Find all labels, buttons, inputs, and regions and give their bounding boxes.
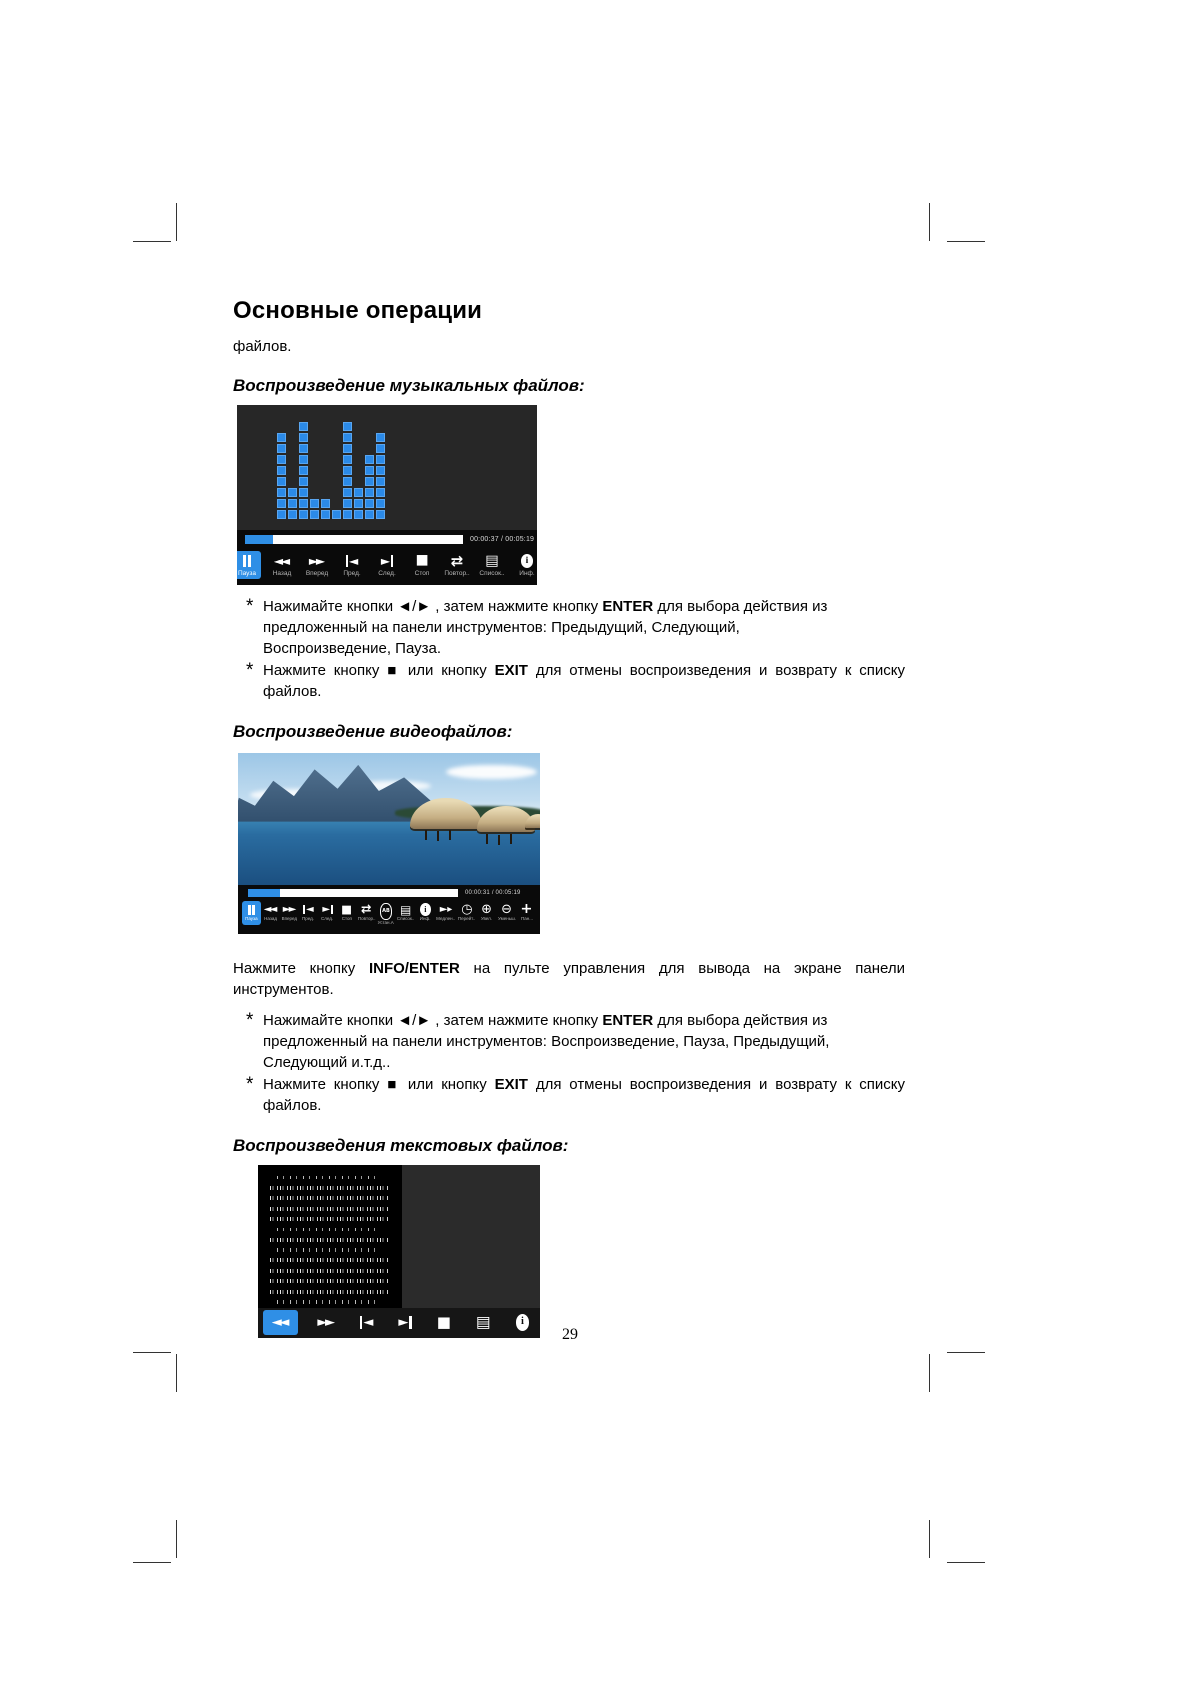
player-button-rewind[interactable] [261,901,280,925]
player-button-label: Вперед [305,570,329,577]
text-line [270,1196,390,1200]
text-view-area [258,1165,540,1308]
player-button-label: Список.. [479,570,505,577]
player-button-label: След. [321,917,334,922]
video-paragraph: Нажмите кнопку INFO/ENTER на пульте управления для вывода на экране панели инструментов. [233,960,905,998]
list-icon [476,1314,491,1331]
hut-stilt [449,830,451,840]
stop-icon [341,903,352,916]
next-icon [381,554,393,568]
player-button-label: Повтор.. [357,917,376,922]
pause-icon [247,903,256,916]
rewind-icon [264,903,278,916]
equalizer-column [321,499,330,519]
text-line [270,1238,390,1242]
player-button-next[interactable] [373,551,401,579]
crop-mark [947,1352,985,1353]
text-line [277,1176,381,1180]
bullet-star: * [246,1010,254,1031]
info-icon [420,903,431,916]
player-button-forward[interactable] [311,1310,341,1335]
player-button-pause[interactable] [237,551,261,579]
video-toolbar [238,899,540,934]
player-button-stop[interactable] [337,901,356,925]
player-button-label: Повтор.. [444,570,470,577]
player-button-pause[interactable] [242,901,261,925]
repeat-icon [451,554,464,568]
bullet-text: Нажимайте кнопки ◄/► , затем нажмите кнопку ENTER для выбора действия из предложенный на панели инструментов: Воспроизведение, Пауза, Предыдущий, Следующий и.т.д.. [263,1012,830,1071]
next-icon [398,1314,411,1331]
crop-mark [176,1520,177,1558]
info-icon [521,554,534,568]
clock-icon [461,903,472,916]
forward-icon [309,554,325,568]
equalizer-column [376,433,385,519]
player-button-next[interactable] [318,901,337,925]
player-button-pan[interactable] [517,901,536,925]
zoom-out-icon [501,903,512,916]
hut-stilt [498,835,500,845]
slow-icon [440,903,452,916]
bullet-text: Нажмите кнопку ■ или кнопку EXIT для отмены воспроизведения и возврату к списку файлов. [263,1076,905,1114]
player-button-list[interactable] [395,901,415,925]
crop-mark [929,203,930,241]
player-button-label: Перейт.. [458,917,476,922]
crop-mark [133,1352,171,1353]
crop-mark [133,1562,171,1563]
music-progress-row [237,530,537,547]
player-button-ab[interactable] [376,901,395,929]
player-button-label: Пред. [343,570,361,577]
equalizer [277,422,385,519]
text-content-panel [258,1165,402,1308]
player-button-list[interactable] [478,551,506,579]
equalizer-column [365,455,374,519]
player-button-slow[interactable] [435,901,457,925]
crop-mark [133,241,171,242]
music-toolbar [237,547,537,585]
video-bullet-2 [246,1074,905,1116]
player-button-zoom-out[interactable] [496,901,517,925]
video-frame [238,753,540,885]
player-button-repeat[interactable] [443,551,471,579]
ab-icon [380,903,392,920]
player-button-rewind[interactable] [263,1310,299,1335]
stop-icon [415,554,428,568]
text-line [270,1279,390,1283]
hut-stilt [486,834,488,844]
equalizer-column [288,488,297,519]
text-section-heading: Воспроизведения текстовых файлов: [233,1136,569,1155]
crop-mark [947,1562,985,1563]
text-line [277,1228,381,1232]
text-toolbar [258,1308,540,1338]
equalizer-column [310,499,319,519]
text-empty-panel [402,1165,540,1308]
zoom-in-icon [481,903,492,916]
player-button-label: Инф. [519,570,535,577]
music-bullet-1 [246,596,905,659]
info-icon [516,1314,530,1331]
player-button-stop[interactable] [408,551,436,579]
prev-icon [346,554,358,568]
equalizer-column [299,422,308,519]
player-button-repeat[interactable] [356,901,376,925]
player-button-label: Уменьш. [497,917,516,922]
text-line [270,1290,390,1294]
player-button-label: Пауза [237,570,257,577]
player-button-label: Увел. [480,917,493,922]
pan-icon [520,903,532,916]
text-line [270,1269,390,1273]
player-button-prev[interactable] [354,1310,379,1335]
equalizer-column [277,433,286,519]
player-button-stop[interactable] [431,1310,457,1335]
player-button-zoom-in[interactable] [477,901,496,925]
list-icon [485,554,499,568]
player-button-list[interactable] [470,1310,497,1335]
player-button-info[interactable] [416,901,435,925]
player-button-clock[interactable] [457,901,477,925]
text-line [270,1258,390,1262]
music-time-display: 00:00:37 / 00:05:19 [470,536,535,543]
text-line [270,1207,390,1211]
next-icon [322,903,332,916]
bullet-text: Нажмите кнопку ■ или кнопку EXIT для отмены воспроизведения и возврату к списку файлов. [263,662,905,700]
music-section-heading: Воспроизведение музыкальных файлов: [233,376,585,395]
player-button-label: Стоп [341,917,352,922]
player-button-label: Медлен.. [436,917,456,922]
crop-mark [929,1354,930,1392]
intro-text: файлов. [233,338,292,355]
bullet-star: * [246,596,254,617]
player-button-label: Устан.А [377,921,395,926]
page-title: Основные операции [233,297,483,324]
crop-mark [947,241,985,242]
hut-stilt [437,831,439,841]
equalizer-column [343,422,352,519]
equalizer-column [354,488,363,519]
player-button-label: Пред. [302,917,315,922]
bullet-star: * [246,660,254,681]
video-progress-fill [248,889,280,897]
cloud [446,765,537,780]
player-button-label: Список.. [396,917,415,922]
player-button-label: След. [378,570,396,577]
crop-mark [176,1354,177,1392]
video-time-display: 00:00:31 / 00:05:19 [465,890,521,896]
forward-icon [317,1314,335,1331]
stop-icon [437,1314,451,1331]
rewind-icon [272,1314,290,1331]
hut-stilt [510,834,512,844]
player-button-label: Пауза [245,917,258,922]
text-line [270,1217,390,1221]
player-button-label: Пан... [520,917,533,922]
rewind-icon [274,554,290,568]
music-progress-bar[interactable] [245,535,463,544]
player-button-forward[interactable] [280,901,299,925]
crop-mark [176,203,177,241]
prev-icon [303,903,313,916]
player-button-prev[interactable] [338,551,366,579]
video-progress-row [238,885,540,899]
audio-visualizer [237,405,537,530]
forward-icon [283,903,297,916]
player-button-label: Назад [264,917,277,922]
player-button-rewind[interactable] [268,551,296,579]
bullet-text: Нажимайте кнопки ◄/► , затем нажмите кнопку ENTER для выбора действия из предложенный на панели инструментов: Предыдущий, Следующий, Воспроизведение, Пауза. [263,598,828,657]
text-line [277,1300,381,1304]
equalizer-column [332,510,341,519]
video-player-screenshot [238,753,540,934]
page-number: 29 [562,1326,578,1343]
player-button-label: Стоп [414,570,430,577]
crop-mark [929,1520,930,1558]
text-player-screenshot [258,1165,540,1338]
video-section-heading: Воспроизведение видеофайлов: [233,722,513,741]
player-button-label: Вперед [281,917,298,922]
player-button-label: Назад [272,570,292,577]
repeat-icon [361,903,371,916]
music-player-screenshot [237,405,537,585]
video-progress-bar[interactable] [248,889,458,897]
bullet-star: * [246,1074,254,1095]
pause-icon [241,554,252,568]
video-bullet-1 [246,1010,905,1073]
prev-icon [360,1314,373,1331]
music-progress-fill [245,535,273,544]
player-button-label: Инф. [420,917,431,922]
player-button-next[interactable] [392,1310,417,1335]
player-button-prev[interactable] [299,901,318,925]
text-line [277,1248,381,1252]
player-button-forward[interactable] [303,551,331,579]
list-icon [400,903,411,916]
player-button-info[interactable] [510,1310,536,1335]
player-button-info[interactable] [513,551,537,579]
music-bullet-2 [246,660,905,702]
text-line [270,1186,390,1190]
hut-stilt [425,830,427,840]
